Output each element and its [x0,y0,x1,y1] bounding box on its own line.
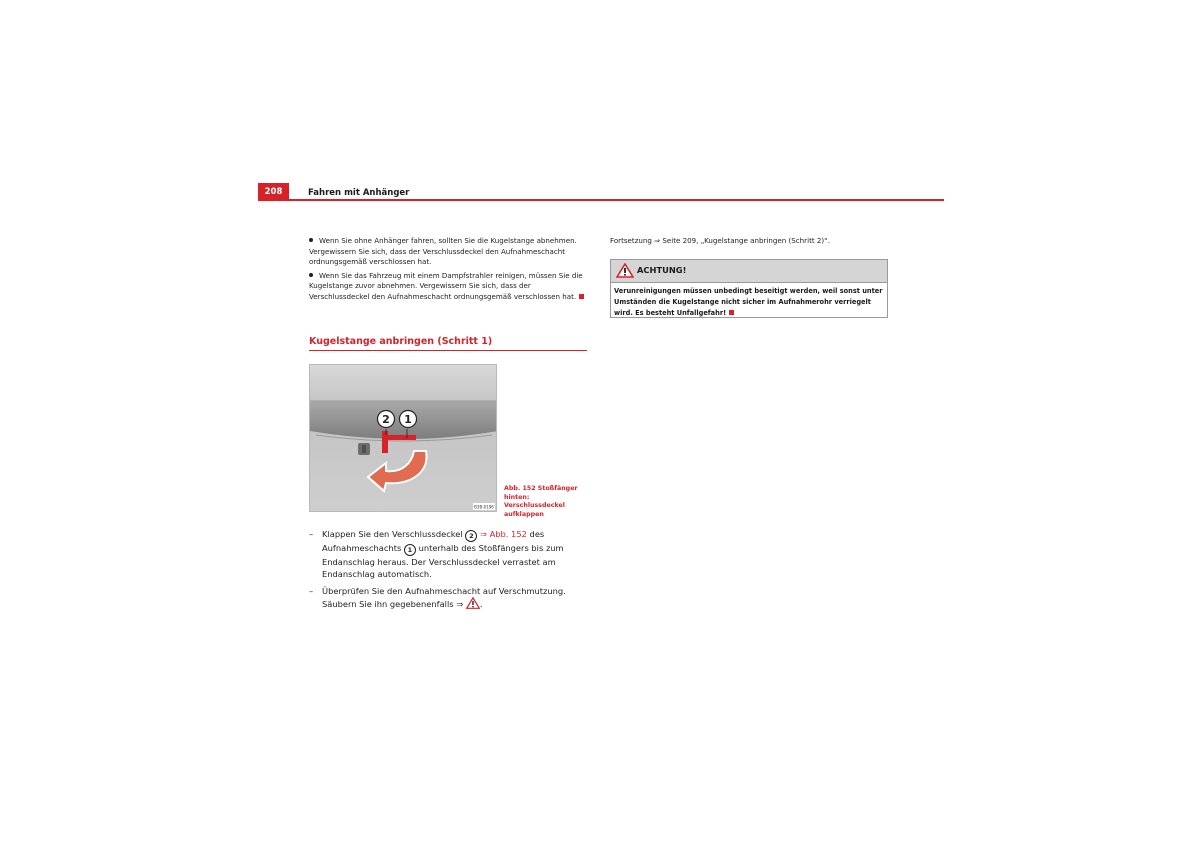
page-header [258,183,944,201]
callout-2: 2 [382,413,390,426]
end-of-section-square-icon [579,294,584,299]
callout-1-marker: 1 [404,544,416,556]
step-item-2: – Überprüfen Sie den Aufnahmeschacht auf Verschmutzung. Säubern Sie ihn gegebenenfalls ⇒ . [309,585,589,612]
left-column [309,236,587,306]
warning-box [610,259,888,318]
callout-1: 1 [404,413,412,426]
end-of-section-square-icon [729,310,734,315]
chapter-title: Fahren mit Anhänger [308,188,410,198]
right-column [610,236,890,246]
step-item-1: – Klappen Sie den Verschlussdeckel 2 ⇒ Abb. 152 des Aufnahmeschachts 1 unterhalb des Stoßfängers bis zum Endanschlag heraus. Der Verschlussdeckel verrastet am Endanschlag automatisch. [309,529,564,580]
bullet-dot-icon [309,273,313,277]
warning-body: Verunreinigungen müssen unbedingt beseitigt werden, weil sonst unter Umständen die Kugelstange nicht sicher im Aufnahmerohr verriegelt wird. Es besteht Unfallgefahr! [614,287,883,317]
warning-title: ACHTUNG! [637,265,687,275]
figure-code: B3B-0196 [474,504,494,510]
callout-2-marker: 2 [465,530,477,542]
figure-bumper [309,364,497,512]
warning-triangle-icon [616,263,634,282]
bullet-item: Wenn Sie ohne Anhänger fahren, sollten Sie die Kugelstange abnehmen. Vergewissern Sie sich, dass der Verschlussdeckel den Aufnahmeschacht ordnungsgemäß verschlossen hat. [309,236,577,267]
warning-triangle-icon[interactable] [466,597,480,612]
continuation-note: Fortsetzung ⇒ Seite 209, „Kugelstange anbringen (Schritt 2)“. [610,236,831,245]
header-rule [258,199,944,201]
bullet-dot-icon [309,238,313,242]
warning-header [611,260,887,283]
figure-reference-link[interactable]: ⇒ Abb. 152 [479,529,527,539]
figure-caption: Abb. 152 Stoßfänger hinten: Verschlussdeckel aufklappen [504,485,578,519]
bumper-illustration [310,365,497,512]
section-title: Kugelstange anbringen (Schritt 1) [309,336,587,351]
bullet-item: Wenn Sie das Fahrzeug mit einem Dampfstrahler reinigen, müssen Sie die Kugelstange zuvor abnehmen. Vergewissern Sie sich, dass der Verschlussdeckel den Aufnahmeschacht ordnungsgemäß verschlossen hat. [309,270,583,301]
page-number: 208 [258,183,289,201]
